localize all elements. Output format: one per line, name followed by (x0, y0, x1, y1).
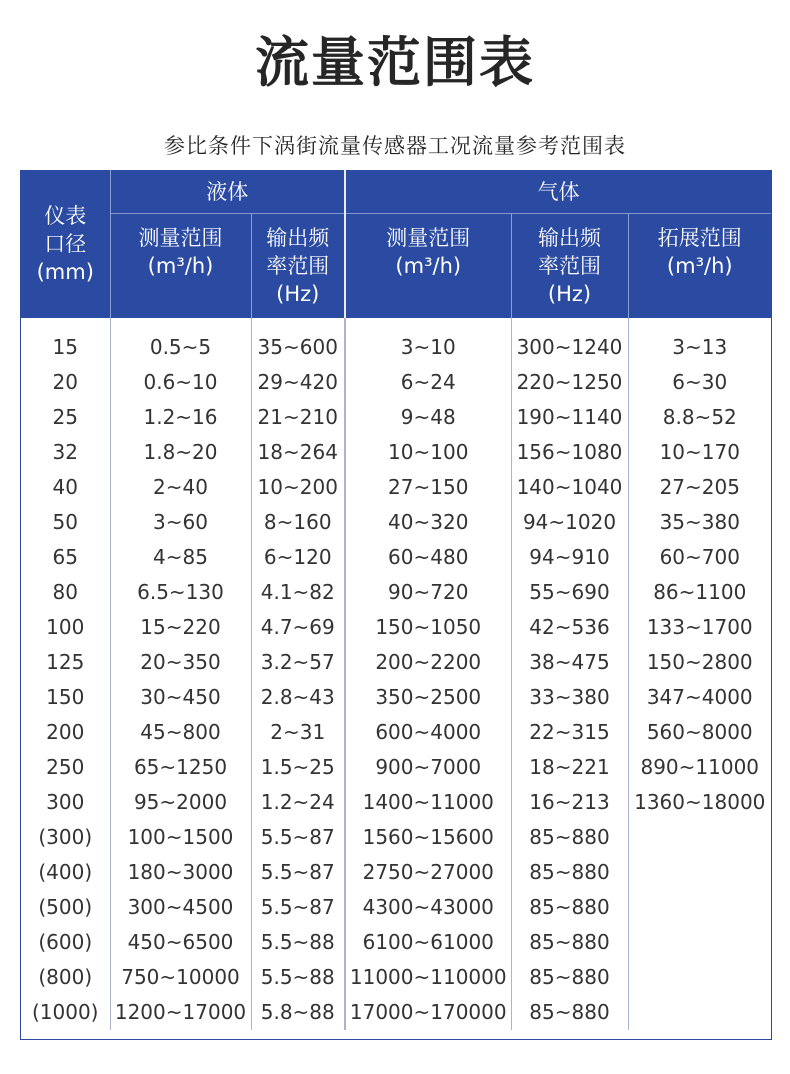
cell-liquid-freq: 5.5~87 (251, 820, 345, 855)
cell-gas-ext: 1360~18000 (634, 790, 766, 814)
cell-liquid-range: 180~3000 (110, 855, 251, 890)
cell-size: (1000) (21, 995, 110, 1030)
cell-liquid-freq: 35~600 (251, 318, 345, 365)
cell-gas-range: 6~24 (345, 365, 511, 400)
cell-size: 300 (21, 785, 110, 820)
cell-liquid-freq: 4.1~82 (251, 575, 345, 610)
cell-liquid-range: 1.2~16 (110, 400, 251, 435)
cell-gas-ext (628, 855, 771, 890)
cell-size: (300) (21, 820, 110, 855)
table-row (21, 470, 771, 505)
cell-gas-freq: 85~880 (511, 890, 628, 925)
cell-liquid-freq: 5.5~88 (251, 925, 345, 960)
cell-gas-ext: 3~13 (672, 335, 728, 359)
cell-size: (600) (21, 925, 110, 960)
cell-gas-range: 1400~11000 (345, 785, 511, 820)
cell-size: 25 (21, 400, 110, 435)
cell-gas-freq: 18~221 (511, 750, 628, 785)
cell-gas-ext: 35~380 (659, 510, 740, 534)
cell-liquid-freq: 10~200 (251, 470, 345, 505)
header-gas-range: 测量范围 (m³/h) (345, 214, 511, 319)
header-liquid-freq: 输出频 率范围 (Hz) (251, 214, 345, 319)
cell-gas-range: 9~48 (345, 400, 511, 435)
cell-liquid-freq: 3.2~57 (251, 645, 345, 680)
cell-gas-freq: 85~880 (511, 995, 628, 1030)
cell-gas-freq: 190~1140 (511, 400, 628, 435)
cell-size: 50 (21, 505, 110, 540)
page-title: 流量范围表 (255, 31, 535, 94)
cell-size: (400) (21, 855, 110, 890)
cell-gas-freq: 16~213 (511, 785, 628, 820)
cell-gas-range: 4300~43000 (345, 890, 511, 925)
cell-liquid-range: 6.5~130 (110, 575, 251, 610)
table-row (21, 365, 771, 400)
cell-gas-range: 6100~61000 (345, 925, 511, 960)
table-body (21, 318, 771, 1030)
cell-gas-freq: 85~880 (511, 925, 628, 960)
cell-gas-range: 600~4000 (345, 715, 511, 750)
table-row (21, 890, 771, 925)
cell-gas-freq: 42~536 (511, 610, 628, 645)
cell-size: 100 (21, 610, 110, 645)
cell-gas-range: 150~1050 (345, 610, 511, 645)
cell-liquid-range: 0.5~5 (110, 318, 251, 365)
cell-gas-freq: 38~475 (511, 645, 628, 680)
table-row (21, 540, 771, 575)
cell-size: 65 (21, 540, 110, 575)
cell-liquid-freq: 8~160 (251, 505, 345, 540)
cell-gas-ext: 133~1700 (646, 615, 753, 639)
cell-liquid-range: 15~220 (110, 610, 251, 645)
cell-gas-freq: 85~880 (511, 855, 628, 890)
cell-gas-range: 350~2500 (345, 680, 511, 715)
cell-gas-freq: 22~315 (511, 715, 628, 750)
cell-liquid-range: 65~1250 (110, 750, 251, 785)
flow-range-table (21, 170, 771, 1030)
cell-liquid-range: 95~2000 (110, 785, 251, 820)
cell-liquid-range: 30~450 (110, 680, 251, 715)
cell-liquid-freq: 5.5~88 (251, 960, 345, 995)
cell-liquid-freq: 1.5~25 (251, 750, 345, 785)
table-row (21, 400, 771, 435)
cell-liquid-freq: 4.7~69 (251, 610, 345, 645)
flow-range-table-container (20, 170, 772, 1040)
cell-size: 125 (21, 645, 110, 680)
cell-gas-freq: 94~1020 (511, 505, 628, 540)
table-row (21, 575, 771, 610)
cell-liquid-freq: 5.5~87 (251, 855, 345, 890)
table-row (21, 505, 771, 540)
table-row (21, 645, 771, 680)
cell-gas-range: 10~100 (345, 435, 511, 470)
cell-liquid-range: 450~6500 (110, 925, 251, 960)
cell-gas-freq: 85~880 (511, 820, 628, 855)
cell-size: 80 (21, 575, 110, 610)
cell-size: 15 (21, 318, 110, 365)
header-liquid-range: 测量范围 (m³/h) (110, 214, 251, 319)
cell-liquid-freq: 21~210 (251, 400, 345, 435)
table-row (21, 318, 771, 365)
cell-gas-ext: 27~205 (659, 475, 740, 499)
cell-gas-range: 11000~110000 (345, 960, 511, 995)
cell-liquid-freq: 2~31 (251, 715, 345, 750)
cell-liquid-range: 1.8~20 (110, 435, 251, 470)
cell-gas-range: 40~320 (345, 505, 511, 540)
table-row (21, 855, 771, 890)
cell-size: (800) (21, 960, 110, 995)
cell-liquid-range: 45~800 (110, 715, 251, 750)
cell-gas-range: 2750~27000 (345, 855, 511, 890)
cell-liquid-range: 3~60 (110, 505, 251, 540)
cell-gas-ext: 890~11000 (640, 755, 760, 779)
cell-gas-range: 17000~170000 (345, 995, 511, 1030)
cell-size: 40 (21, 470, 110, 505)
table-row (21, 820, 771, 855)
cell-gas-ext: 6~30 (672, 370, 728, 394)
cell-gas-ext (628, 890, 771, 925)
table-row (21, 995, 771, 1030)
cell-gas-freq: 85~880 (511, 960, 628, 995)
cell-liquid-range: 2~40 (110, 470, 251, 505)
table-row (21, 925, 771, 960)
cell-gas-range: 900~7000 (345, 750, 511, 785)
cell-gas-range: 27~150 (345, 470, 511, 505)
table-row (21, 785, 771, 820)
table-row (21, 435, 771, 470)
cell-gas-freq: 140~1040 (511, 470, 628, 505)
cell-gas-range: 90~720 (345, 575, 511, 610)
cell-gas-range: 3~10 (345, 318, 511, 365)
cell-gas-ext: 8.8~52 (662, 405, 737, 429)
cell-liquid-freq: 5.5~87 (251, 890, 345, 925)
cell-size: 32 (21, 435, 110, 470)
cell-gas-range: 200~2200 (345, 645, 511, 680)
cell-gas-ext: 150~2800 (646, 650, 753, 674)
cell-liquid-range: 0.6~10 (110, 365, 251, 400)
header-gas-ext: 拓展范围 (m³/h) (628, 214, 771, 319)
header-liquid: 液体 (110, 170, 345, 214)
table-row (21, 750, 771, 785)
cell-liquid-freq: 29~420 (251, 365, 345, 400)
cell-gas-ext (628, 960, 771, 995)
cell-size: 250 (21, 750, 110, 785)
cell-liquid-range: 20~350 (110, 645, 251, 680)
header-gas: 气体 (345, 170, 771, 214)
cell-gas-ext: 60~700 (659, 545, 740, 569)
cell-gas-freq: 300~1240 (511, 318, 628, 365)
cell-gas-freq: 220~1250 (511, 365, 628, 400)
cell-gas-freq: 156~1080 (511, 435, 628, 470)
cell-gas-freq: 33~380 (511, 680, 628, 715)
table-row (21, 960, 771, 995)
cell-size: 200 (21, 715, 110, 750)
cell-liquid-range: 1200~17000 (110, 995, 251, 1030)
cell-liquid-freq: 18~264 (251, 435, 345, 470)
table-row (21, 610, 771, 645)
cell-liquid-freq: 6~120 (251, 540, 345, 575)
cell-gas-ext (628, 925, 771, 960)
cell-gas-ext: 10~170 (659, 440, 740, 464)
cell-size: (500) (21, 890, 110, 925)
cell-liquid-range: 4~85 (110, 540, 251, 575)
cell-liquid-range: 750~10000 (110, 960, 251, 995)
cell-size: 150 (21, 680, 110, 715)
cell-liquid-freq: 5.8~88 (251, 995, 345, 1030)
cell-gas-ext: 560~8000 (646, 720, 753, 744)
cell-liquid-range: 100~1500 (110, 820, 251, 855)
header-gas-freq: 输出频 率范围 (Hz) (511, 214, 628, 319)
cell-gas-freq: 55~690 (511, 575, 628, 610)
cell-gas-ext (628, 995, 771, 1030)
table-subtitle: 参比条件下涡街流量传感器工况流量参考范围表 (164, 134, 626, 158)
cell-gas-freq: 94~910 (511, 540, 628, 575)
cell-liquid-range: 300~4500 (110, 890, 251, 925)
cell-gas-range: 1560~15600 (345, 820, 511, 855)
table-row (21, 680, 771, 715)
cell-gas-range: 60~480 (345, 540, 511, 575)
cell-gas-ext (628, 820, 771, 855)
cell-gas-ext: 347~4000 (646, 685, 753, 709)
cell-gas-ext: 86~1100 (653, 580, 747, 604)
table-row (21, 715, 771, 750)
cell-size: 20 (21, 365, 110, 400)
header-size: 仪表 口径 (mm) (21, 170, 110, 318)
cell-liquid-freq: 1.2~24 (251, 785, 345, 820)
cell-liquid-freq: 2.8~43 (251, 680, 345, 715)
